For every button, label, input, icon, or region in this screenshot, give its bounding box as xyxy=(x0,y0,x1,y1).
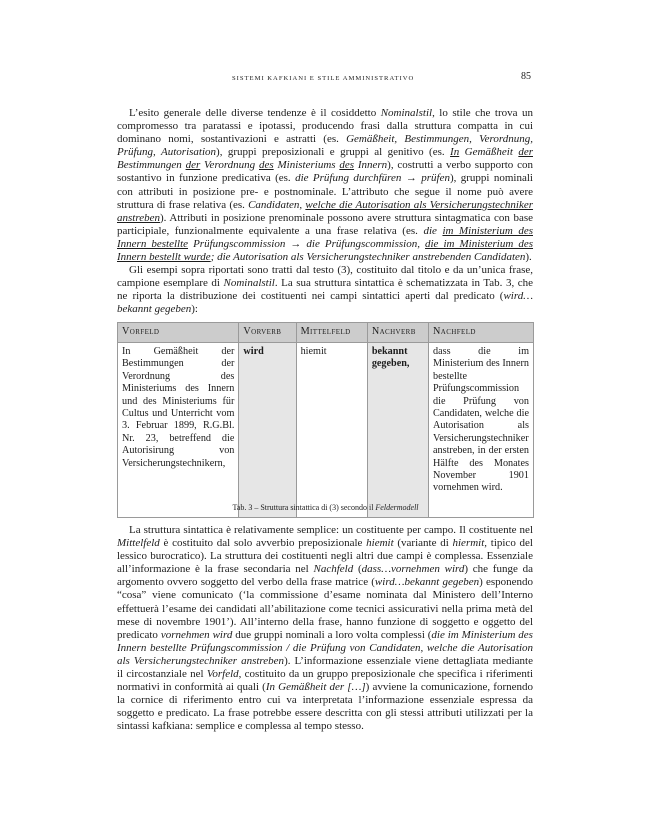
text-block-lower xyxy=(117,524,533,734)
paragraph-analysis: La struttura sintattica è relativamente semplice: un costituente per campo. Il costituente nel Mittelfeld è costituito dal solo avverbio preposizionale hiemit (variante di hiermit, tipico del lessico burocratico). La struttura dei costituenti negli altri due campi è complessa. Essenziale all’informazione è la frase secondaria nel Nachfeld (dass…vornehmen wird) che funge da argomento ovvero soggetto del verbo della frase matrice (wird…bekannt gegeben) esponendo “cosa” viene comunicato (‘la commissione d’esame nominata dal Ministero dell’Interno effettuerà l’esame dei candidati all’abilitazione come tecnici assicurativi nella prima metà del mese di novembre 1901’). All’interno della frase, hanno funzione di soggetto e oggetto del predicato vornehmen wird due gruppi nominali a loro volta complessi (die im Ministerium des Innern bestellte Prüfungscommission / die Prüfung von Candidaten, welche die Autorisation als Versicherungstechniker anstreben). L’informazione essenziale viene dettagliata mediante il circostanziale nel Vorfeld, costituito da un gruppo preposizionale che specifica i riferimenti normativi in conformità ai quali (In Gemäßheit der […]) avviene la comunicazione, fornendo la cornice di riferimento entro cui va interpretata l’informazione essenziale espressa da soggetto e predicato. La frase potrebbe essere descritta con gli stessi attributi utilizzati per la sintassi kafkiana: semplice e complessa al tempo stesso. xyxy=(117,524,534,733)
paragraph-nominalstil: L’esito generale delle diverse tendenze è il cosiddetto Nominalstil, lo stile che trova un compromesso tra paratassi e ipotassi, producendo frasi dalla struttura compatta in cui dominano nomi, sostantivazioni e astratti (es. Gemäßheit, Bestimmungen, Verordnung, Prüfung, Autorisation), gruppi preposizionali e gruppi al genitivo (es. In Gemäßheit der Bestimmungen der Verordnung des Ministeriums des Innern), costrutti a verbo supporto con sostantivo in funzione predicativa (es. die Prüfung durchfüren → prüfen), gruppi nominali con attributi in posizione pre- e postnominale. L’attributo che segue il nome può avere struttura di frase relativa (es. Candidaten, welche die Autorisation als Versicherungstechniker anstreben). Attributi in posizione prenominale possono avere struttura sintagmatica con base participiale, funzionalmente equivalente a una frase relativa (es. die im Ministerium des Innern bestellte Prüfungscommission → die Prüfungscommission, die im Ministerium des Innern bestellt wurde; die Autorisation als Versicherungstechniker anstrebenden Candidaten). xyxy=(117,107,534,264)
syntax-field-table xyxy=(117,322,534,518)
cell-vorverb: wird xyxy=(239,343,296,518)
header-vorverb: Vorverb xyxy=(239,323,296,343)
header-vorfeld: Vorfeld xyxy=(118,323,239,343)
header-mittelfeld: Mittelfeld xyxy=(296,323,367,343)
table-row xyxy=(118,343,534,518)
header-nachfeld: Nachfeld xyxy=(429,323,534,343)
cell-nachfeld: dass die im Ministerium des Innern bestellte Prüfungscommission die Prüfung von Candidaten, welche die Autorisation als Versicherungstechniker anstreben, in der ersten Hälfte des Monates November 1901 vornehmen wird. xyxy=(429,343,534,518)
page-number: 85 xyxy=(521,71,531,82)
cell-mittelfeld: hiemit xyxy=(296,343,367,518)
table-caption: Tab. 3 – Struttura sintattica di (3) secondo il Feldermodell xyxy=(232,503,419,512)
paragraph-examples: Gli esempi sopra riportati sono tratti dal testo (3), costituito dal titolo e da un’unica frase, campione esemplare di Nominalstil. La sua struttura sintattica è schematizzata in Tab. 3, che ne riporta la distribuzione dei costituenti nei campi sintattici aperti dal predicato (wird… bekannt gegeben): xyxy=(117,264,533,316)
header-nachverb: Nachverb xyxy=(367,323,428,343)
running-head: SISTEMI KAFKIANI E STILE AMMINISTRATIVO xyxy=(232,75,415,82)
cell-nachverb: bekannt gegeben, xyxy=(367,343,428,518)
cell-vorfeld: In Gemäßheit der Bestimmungen der Verordnung des Ministeriums des Innern und des Ministeriums für Cultus und Unterricht vom 3. Februar 1899, R.G.Bl. Nr. 23, betreffend die Autorisirung von Versicherungstechnikern, xyxy=(118,343,239,518)
text-block-upper xyxy=(117,107,533,317)
table-header-row xyxy=(118,323,534,343)
